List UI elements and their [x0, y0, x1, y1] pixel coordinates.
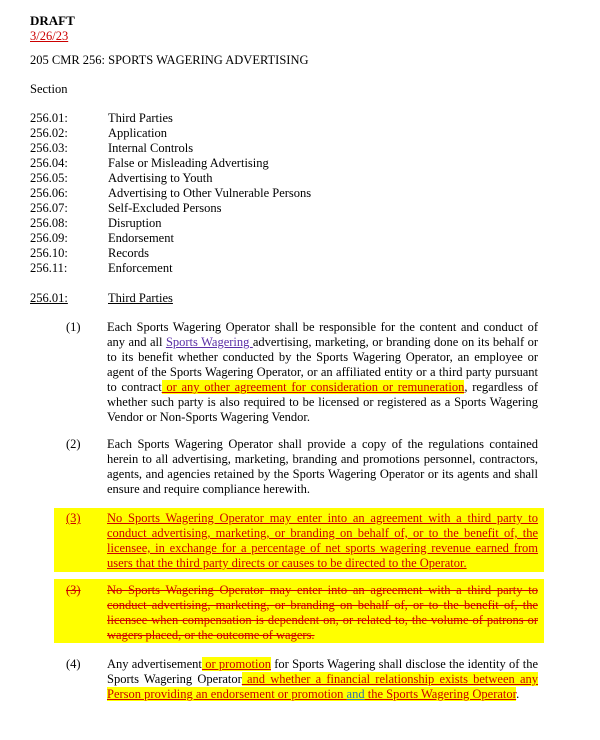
- inserted-text: and whether a financial relationship exists between any Person providing an endorsement or promotion: [107, 672, 538, 701]
- toc-title: Application: [108, 126, 168, 140]
- toc-title: Internal Controls: [108, 141, 194, 155]
- toc-row: [30, 201, 550, 216]
- draft-label: DRAFT: [30, 13, 75, 28]
- toc-row: [30, 141, 550, 156]
- toc-title: Records: [108, 246, 149, 260]
- paragraph-text-part: , regardless of whether such party is also required to be licensed or registered as a Sports Wagering Vendor or Non-Sports Wagering Vendor.: [107, 380, 538, 424]
- paragraph-4: [66, 657, 538, 702]
- paragraph-2: [66, 437, 538, 497]
- toc-row: [30, 186, 550, 201]
- toc-title: Disruption: [108, 216, 162, 230]
- paragraph-text-part: advertising, marketing, or branding done on its behalf or to its benefit whether conducted by the Sports Wagering Operator, an employee or agent of the Sports Wagering Operator, or an affiliated entity or a third party pursuant to contract: [107, 335, 538, 394]
- toc-row: [30, 231, 550, 246]
- toc-number: 256.02:: [30, 126, 68, 140]
- paragraph-number: (1): [66, 320, 81, 334]
- toc-row: [30, 156, 550, 171]
- toc-number: 256.01:: [30, 111, 68, 125]
- paragraph-3-inserted: [66, 511, 538, 571]
- toc-number: 256.07:: [30, 201, 68, 215]
- paragraph-number: (3): [66, 511, 81, 525]
- section-title: Third Parties: [108, 291, 173, 305]
- paragraph-text: No Sports Wagering Operator may enter into an agreement with a third party to conduct advertising, marketing, or branding on behalf of, or to the benefit of, the licensee when compensation is dependent on, or related to, the volume of patrons or wagers placed, or the outcome of wagers.: [107, 583, 538, 642]
- paragraph-text: No Sports Wagering Operator may enter into an agreement with a third party to conduct advertising, marketing, or branding on behalf of, or to the benefit of, the licensee, in exchange for a percentage of net sports wagering revenue earned from users that the third party directs or causes to be directed to the Operator.: [107, 511, 538, 570]
- sports-wagering-link[interactable]: Sports Wagering: [165, 335, 253, 349]
- section-label: Section: [30, 82, 68, 96]
- paragraph-text-part: Any advertisement: [107, 657, 202, 671]
- toc-number: 256.06:: [30, 186, 68, 200]
- section-heading: [30, 291, 173, 306]
- paragraph-3-deleted: [66, 583, 538, 643]
- paragraph-text: [107, 657, 538, 702]
- paragraph-text: Each Sports Wagering Operator shall provide a copy of the regulations contained herein to all advertising, marketing, branding and promotions personnel, contractors, agents, and agencies retained by the Sports Wagering Operator or its agents and shall ensure and require compliance herewith.: [107, 437, 538, 496]
- paragraph-text-part: Each Sports Wagering Operator shall be responsible for the content and conduct of any and all: [107, 320, 538, 349]
- toc-number: 256.04:: [30, 156, 68, 170]
- inserted-text: or promotion: [201, 657, 271, 671]
- toc-row: [30, 246, 550, 261]
- toc-title: Third Parties: [108, 111, 173, 125]
- paragraph-text-part: for Sports Wagering shall disclose the identity of the Sports Wagering Operator: [107, 657, 539, 686]
- toc-row: [30, 216, 550, 231]
- toc-row: [30, 171, 550, 186]
- section-number: 256.01:: [30, 291, 68, 305]
- toc-number: 256.09:: [30, 231, 68, 245]
- paragraph-text: [107, 320, 538, 425]
- inserted-text: or any other agreement for consideration or remuneration: [161, 380, 465, 394]
- toc-number: 256.05:: [30, 171, 68, 185]
- toc-title: False or Misleading Advertising: [108, 156, 269, 170]
- table-of-contents: [30, 111, 550, 276]
- toc-number: 256.11:: [30, 261, 68, 275]
- toc-title: Advertising to Youth: [108, 171, 213, 185]
- paragraph-number: (4): [66, 657, 81, 671]
- toc-title: Enforcement: [108, 261, 173, 275]
- document-title: 205 CMR 256: SPORTS WAGERING ADVERTISING: [30, 53, 309, 67]
- paragraph-number: (3): [66, 583, 81, 597]
- toc-number: 256.03:: [30, 141, 68, 155]
- toc-title: Self-Excluded Persons: [108, 201, 222, 215]
- inserted-text: the Sports Wagering Operator: [364, 687, 517, 701]
- paragraph-text-part: .: [516, 687, 520, 701]
- paragraph-1: [66, 320, 538, 425]
- toc-title: Endorsement: [108, 231, 174, 245]
- paragraph-number: (2): [66, 437, 81, 451]
- draft-date: 3/26/23: [30, 29, 69, 43]
- toc-row: [30, 261, 550, 276]
- toc-number: 256.10:: [30, 246, 68, 260]
- inserted-text-and: and: [346, 687, 365, 701]
- toc-row: [30, 111, 550, 126]
- toc-title: Advertising to Other Vulnerable Persons: [108, 186, 312, 200]
- toc-number: 256.08:: [30, 216, 68, 230]
- toc-row: [30, 126, 550, 141]
